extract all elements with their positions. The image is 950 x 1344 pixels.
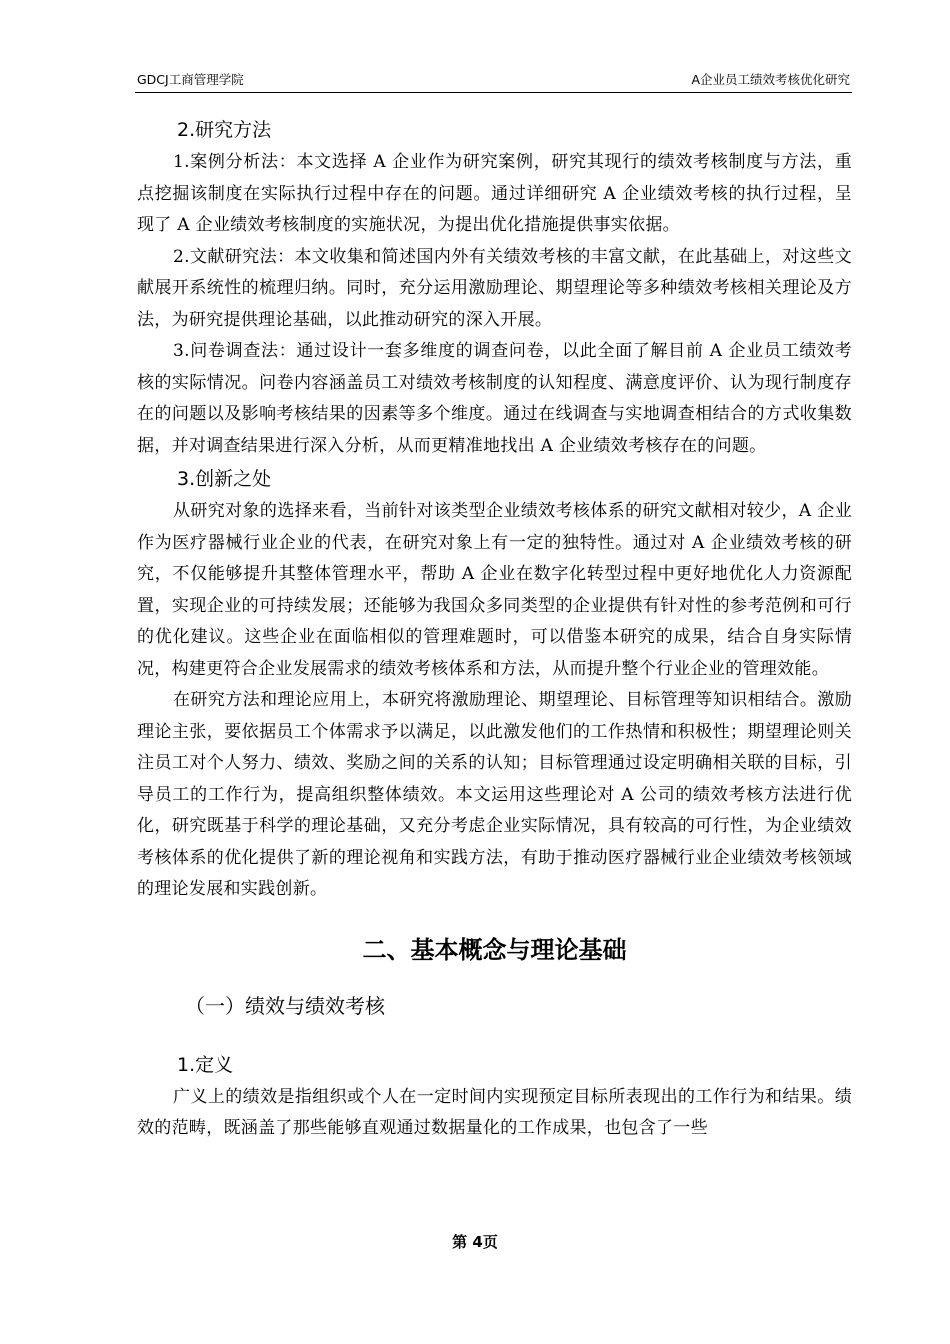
header-thesis-title: A企业员工绩效考核优化研究 (691, 72, 850, 87)
header-school: GDCJ工商管理学院 (137, 72, 244, 87)
heading-definition: 1.定义 (177, 1053, 234, 1076)
paragraph-definition: 广义上的绩效是指组织或个人在一定时间内实现预定目标所表现出的工作行为和结果。绩效的范畴，既涵盖了那些能够直观通过数据量化的工作成果，也包含了一些 (137, 1086, 852, 1138)
page-header (135, 62, 852, 93)
heading-research-methods: 2.研究方法 (177, 119, 272, 141)
subsection-title: （一）绩效与绩效考核 (185, 993, 385, 1018)
heading-innovation: 3.创新之处 (177, 468, 272, 490)
paragraph-questionnaire: 3.问卷调查法：通过设计一套多维度的调查问卷，以此全面了解目前 A 企业员工绩效考核的实际情况。问卷内容涵盖员工对绩效考核制度的认知程度、满意度评价、认为现行制度存在的问题以及影响考核结果的因素等多个维度。通过在线调查与实地调查相结合的方式收集数据，并对调查结果进行深入分析，从而更精准地找出 A 企业绩效考核存在的问题。 (137, 341, 852, 456)
page-number: 第 4页 (452, 1233, 498, 1251)
page-body (137, 113, 852, 1145)
paragraph-case-analysis: 1.案例分析法：本文选择 A 企业作为研究案例，研究其现行的绩效考核制度与方法，重点挖掘该制度在实际执行过程中存在的问题。通过详细研究 A 企业绩效考核的执行过程，呈现了 A 企业绩效考核制度的实施状况，为提出优化措施提供事实依据。 (137, 152, 852, 235)
paragraph-innovation-object: 从研究对象的选择来看，当前针对该类型企业绩效考核体系的研究文献相对较少，A 企业作为医疗器械行业企业的代表，在研究对象上有一定的独特性。通过对 A 企业绩效考核的研究，不仅能够提升其整体管理水平，帮助 A 企业在数字化转型过程中更好地优化人力资源配置，实现企业的可持续发展；还能够为我国众多同类型的企业提供有针对性的参考范例和可行的优化建议。这些企业在面临相似的管理难题时，可以借鉴本研究的成果，结合自身实际情况，构建更符合企业发展需求的绩效考核体系和方法，从而提升整个行业企业的管理效能。 (137, 501, 852, 679)
paragraph-innovation-theory: 在研究方法和理论应用上，本研究将激励理论、期望理论、目标管理等知识相结合。激励理论主张，要依据员工个体需求予以满足，以此激发他们的工作热情和积极性；期望理论则关注员工对个人努力、绩效、奖励之间的关系的认知；目标管理通过设定明确相关联的目标，引导员工的工作行为，提高组织整体绩效。本文运用这些理论对 A 公司的绩效考核方法进行优化，研究既基于科学的理论基础，又充分考虑企业实际情况，具有较高的可行性，为企业绩效考核体系的优化提供了新的理论视角和实践方法，有助于推动医疗器械行业企业绩效考核领域的理论发展和实践创新。 (137, 690, 852, 899)
chapter-title: 二、基本概念与理论基础 (362, 935, 627, 964)
paragraph-literature-review: 2.文献研究法：本文收集和简述国内外有关绩效考核的丰富文献，在此基础上，对这些文献展开系统性的梳理归纳。同时，充分运用激励理论、期望理论等多种绩效考核相关理论及方法，为研究提供理论基础，以此推动研究的深入开展。 (137, 246, 852, 330)
